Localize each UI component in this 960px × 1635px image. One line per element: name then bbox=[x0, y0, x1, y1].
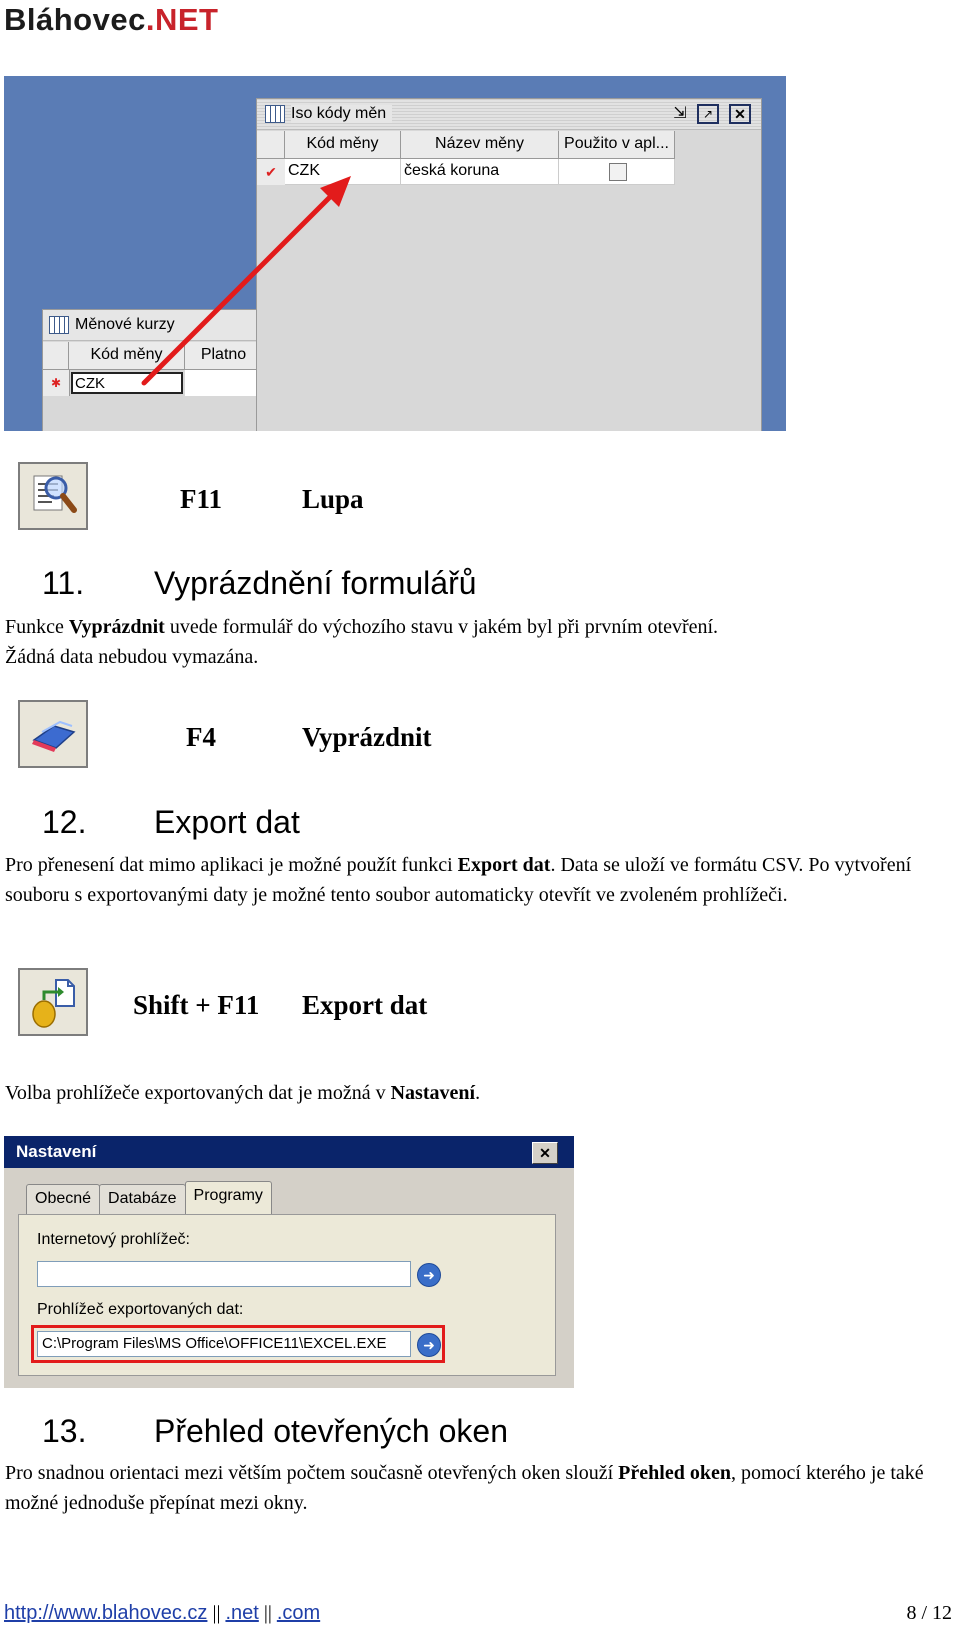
section-13-title: Přehled otevřených oken bbox=[154, 1413, 508, 1449]
settings-tabs bbox=[26, 1184, 271, 1214]
text-run: Žádná data nebudou vymazána. bbox=[5, 646, 259, 668]
browse-arrow-icon[interactable]: ➜ bbox=[417, 1263, 441, 1287]
clear-key: F4 bbox=[186, 722, 216, 752]
rates-window-title: Měnové kurzy bbox=[75, 316, 175, 333]
export-document-icon bbox=[20, 970, 86, 1034]
tab-programs[interactable]: Programy bbox=[185, 1181, 272, 1215]
section-11-title: Vyprázdnění formulářů bbox=[154, 565, 477, 601]
maximize-icon[interactable]: ↗ bbox=[697, 104, 719, 124]
text-run: Volba prohlížeče exportovaných dat je možná v bbox=[5, 1082, 391, 1104]
close-icon[interactable]: ✕ bbox=[729, 104, 751, 124]
minimize-icon[interactable]: ⇲ bbox=[673, 105, 687, 122]
section-13-paragraph bbox=[5, 1458, 955, 1518]
text-run: Pro přenesení dat mimo aplikaci je možné použít funkci bbox=[5, 854, 458, 876]
iso-cell-name[interactable]: česká koruna bbox=[401, 159, 559, 185]
section-12-paragraph bbox=[5, 850, 955, 910]
tab-database[interactable]: Databáze bbox=[99, 1184, 186, 1214]
text-run: Funkce bbox=[5, 616, 69, 638]
export-icon-box bbox=[18, 968, 88, 1036]
export-viewer-label: Prohlížeč exportovaných dat: bbox=[37, 1301, 244, 1318]
iso-cell-code[interactable]: CZK bbox=[285, 159, 401, 185]
logo-net-text: .NET bbox=[145, 2, 219, 37]
bold-term: Přehled oken bbox=[618, 1462, 731, 1484]
page-number: 8 / 12 bbox=[906, 1602, 952, 1624]
footer-link-net[interactable]: .net bbox=[225, 1602, 259, 1624]
rates-col-valid[interactable]: Platno bbox=[185, 342, 263, 370]
current-row-check-icon: ✔ bbox=[257, 159, 286, 185]
section-11-paragraph bbox=[5, 612, 955, 672]
edit-row-marker-icon: ✱ bbox=[43, 370, 70, 396]
export-viewer-input[interactable]: C:\Program Files\MS Office\OFFICE11\EXCEL.EXE bbox=[37, 1331, 411, 1357]
logo-main-text: Bláhovec bbox=[4, 2, 146, 37]
section-13-heading bbox=[42, 1413, 742, 1453]
iso-window-title: Iso kódy měn bbox=[291, 105, 392, 123]
close-icon[interactable]: ✕ bbox=[532, 1142, 558, 1164]
section-12-title: Export dat bbox=[154, 804, 300, 840]
settings-title: Nastavení bbox=[16, 1142, 97, 1161]
bold-term: Nastavení bbox=[390, 1082, 476, 1104]
footer-link-com[interactable]: .com bbox=[276, 1602, 321, 1624]
settings-titlebar bbox=[4, 1136, 574, 1168]
lupa-label: Lupa bbox=[302, 484, 364, 514]
clear-icon-box bbox=[18, 700, 88, 768]
tab-general[interactable]: Obecné bbox=[26, 1184, 100, 1214]
screenshot-settings-dialog bbox=[4, 1136, 574, 1388]
programs-tab-panel bbox=[18, 1214, 556, 1376]
browse-arrow-icon[interactable]: ➜ bbox=[417, 1333, 441, 1357]
export-label: Export dat bbox=[302, 990, 428, 1020]
text-run: , pomocí kterého je také možné jednoduše přepínat mezi okny. bbox=[5, 1462, 924, 1514]
export-key: Shift + F11 bbox=[133, 990, 260, 1020]
footer-separator: || bbox=[258, 1602, 277, 1624]
section-12-number: 12. bbox=[42, 804, 87, 840]
text-run: . Data se uloží ve formátu CSV. Po vytvoření souboru s exportovanými daty je možné tento soubor automaticky otevřít ve zvoleném prohlížeči. bbox=[5, 854, 912, 906]
magnifier-document-icon bbox=[20, 464, 86, 528]
section-11-number: 11. bbox=[42, 565, 85, 601]
bold-term: Export dat bbox=[457, 854, 551, 876]
site-logo bbox=[4, 2, 218, 38]
browser-label: Internetový prohlížeč: bbox=[37, 1231, 190, 1248]
section-11-heading bbox=[42, 565, 742, 605]
iso-col-name[interactable]: Název měny bbox=[401, 131, 559, 159]
iso-col-code[interactable]: Kód měny bbox=[285, 131, 401, 159]
lupa-key: F11 bbox=[180, 484, 223, 514]
iso-col-used[interactable]: Použito v apl... bbox=[559, 131, 675, 159]
section-12-heading bbox=[42, 804, 742, 844]
lupa-icon-box bbox=[18, 462, 88, 530]
text-run: Pro snadnou orientaci mezi větším počtem současně otevřených oken slouží bbox=[5, 1462, 619, 1484]
eraser-icon bbox=[20, 702, 86, 766]
footer-separator: || bbox=[207, 1602, 226, 1624]
clear-label: Vyprázdnit bbox=[302, 722, 432, 752]
text-run: uvede formulář do výchozího stavu v jakém byl při prvním otevření. bbox=[164, 616, 719, 638]
browser-input[interactable] bbox=[37, 1261, 411, 1287]
settings-note-paragraph bbox=[5, 1078, 955, 1108]
footer-link-cz[interactable]: http://www.blahovec.cz bbox=[4, 1602, 208, 1624]
screenshot-iso-codes bbox=[4, 76, 786, 431]
rates-code-input[interactable]: CZK bbox=[71, 372, 183, 394]
text-run: . bbox=[475, 1082, 481, 1104]
red-arrow-annotation bbox=[4, 76, 786, 431]
rates-col-code[interactable]: Kód měny bbox=[69, 342, 185, 370]
page-footer bbox=[4, 1602, 956, 1625]
bold-term: Vyprázdnit bbox=[68, 616, 165, 638]
section-13-number: 13. bbox=[42, 1413, 87, 1449]
